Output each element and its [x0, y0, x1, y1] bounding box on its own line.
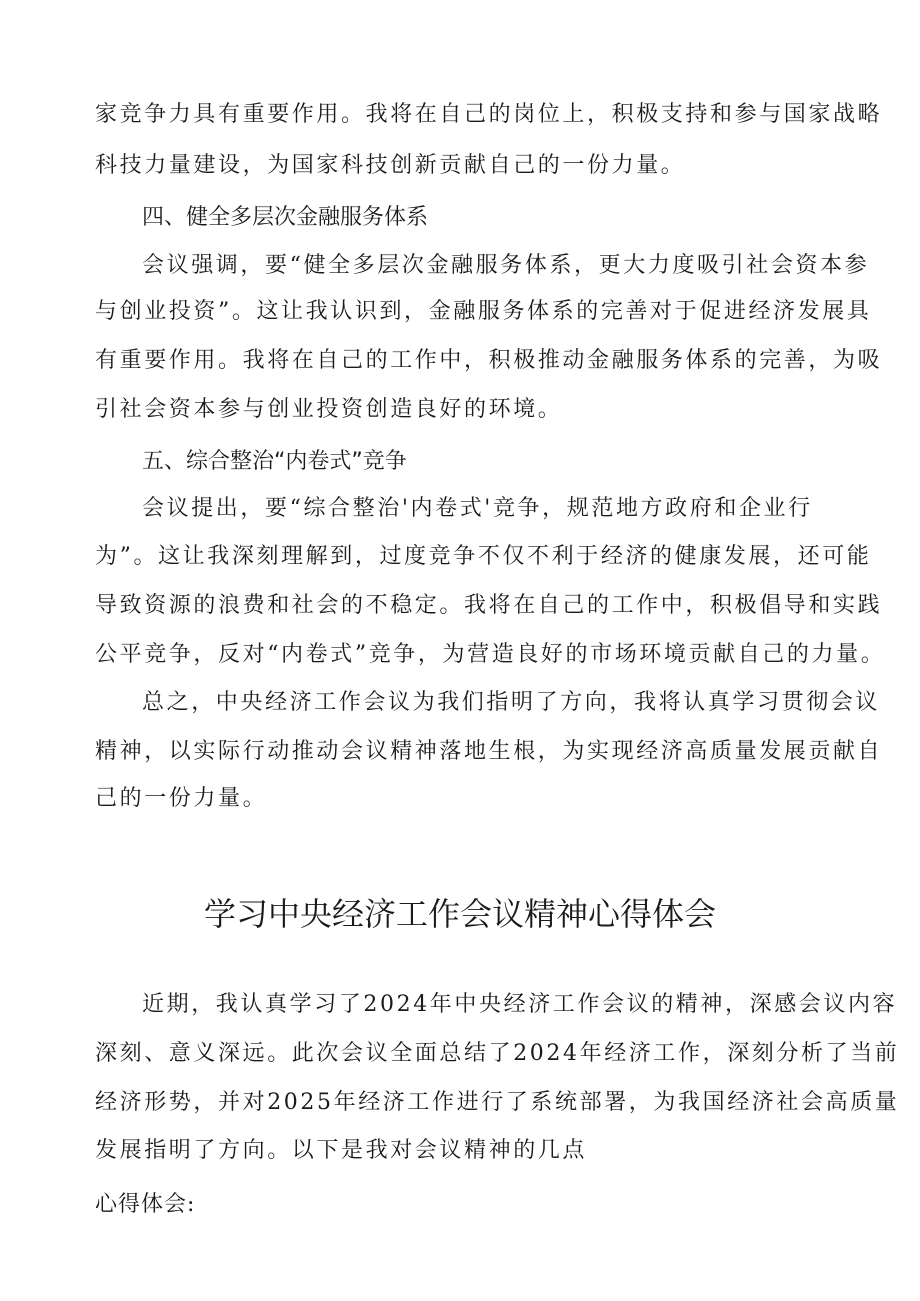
- conclusion-line-2: 精神，以实际行动推动会议精神落地生根，为实现经济高质量发展贡献自: [95, 739, 883, 764]
- section-5-line-3: 导致资源的浪费和社会的不稳定。我将在自己的工作中，积极倡导和实践: [95, 593, 883, 618]
- section-4-line-1: 会议强调，要“健全多层次金融服务体系，更大力度吸引社会资本参: [142, 253, 870, 278]
- article-title: 学习中央经济工作会议精神心得体会: [203, 895, 716, 933]
- intro-line-4: 发展指明了方向。以下是我对会议精神的几点: [95, 1138, 588, 1163]
- section-4-heading: 四、健全多层次金融服务体系: [142, 205, 429, 230]
- intro-line-2: 深刻、意义深远。此次会议全面总结了2024年经济工作，深刻分析了当前: [95, 1041, 900, 1066]
- conclusion-line-1: 总之，中央经济工作会议为我们指明了方向，我将认真学习贯彻会议: [142, 690, 881, 715]
- conclusion-line-3: 己的一份力量。: [95, 786, 268, 811]
- section-5-line-1: 会议提出，要“综合整治'内卷式'竞争，规范地方政府和企业行: [142, 496, 813, 521]
- section-5-line-4: 公平竞争，反对“内卷式”竞争，为营造良好的市场环境贡献自己的力量。: [95, 642, 886, 667]
- section-5-heading: 五、综合整治“内卷式”竞争: [142, 449, 407, 474]
- intro-line-3: 经济形势，并对2025年经济工作进行了系统部署，为我国经济社会高质量: [95, 1090, 900, 1115]
- section-5-line-2: 为”。这让我深刻理解到，过度竞争不仅不利于经济的健康发展，还可能: [95, 544, 872, 569]
- continuation-line-2: 科技力量建设，为国家科技创新贡献自己的一份力量。: [95, 153, 686, 178]
- intro-trailing-line: 心得体会:: [95, 1192, 196, 1217]
- section-4-line-2: 与创业投资”。这让我认识到，金融服务体系的完善对于促进经济发展具: [95, 299, 872, 324]
- continuation-line-1: 家竞争力具有重要作用。我将在自己的岗位上，积极支持和参与国家战略: [95, 102, 883, 127]
- intro-line-1: 近期，我认真学习了2024年中央经济工作会议的精神，深感会议内容: [142, 992, 898, 1017]
- section-4-line-3: 有重要作用。我将在自己的工作中，积极推动金融服务体系的完善，为吸: [95, 348, 883, 373]
- section-4-line-4: 引社会资本参与创业投资创造良好的环境。: [95, 397, 563, 422]
